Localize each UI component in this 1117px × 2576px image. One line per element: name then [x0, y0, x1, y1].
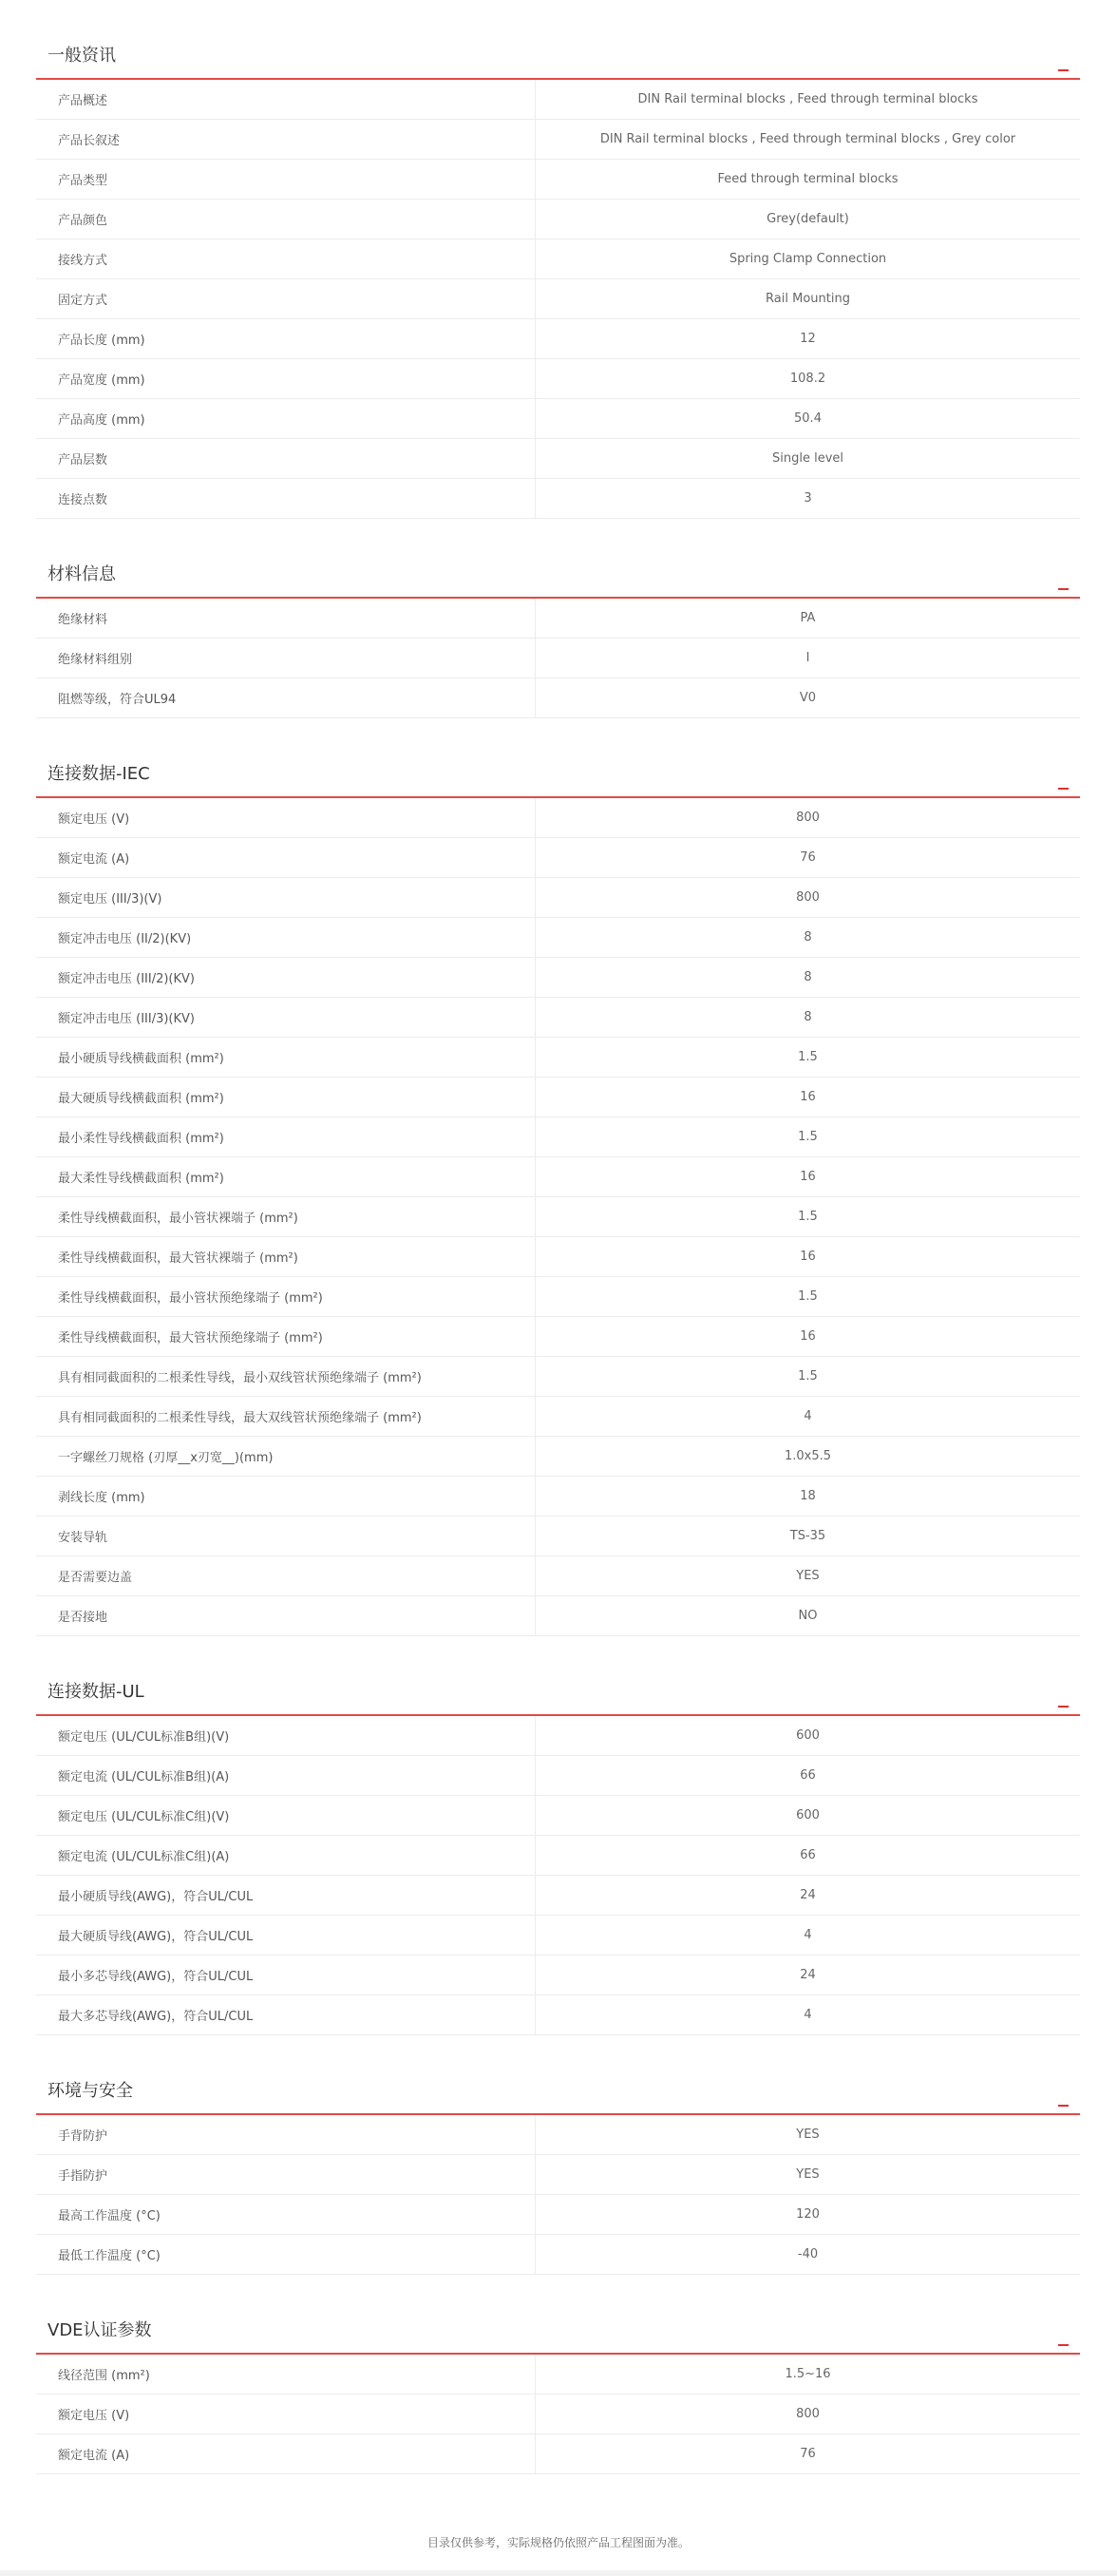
spec-value: -40 [797, 2247, 819, 2261]
spec-label: 线径范围 (mm²) [36, 2355, 536, 2394]
table-row [36, 1277, 1080, 1317]
spec-value: V0 [799, 691, 817, 705]
table-row [36, 2115, 1080, 2155]
table-row [36, 1477, 1080, 1517]
spec-value: 16 [800, 1090, 816, 1104]
table-row [36, 1916, 1080, 1956]
table-row [36, 1956, 1080, 1995]
table-row [36, 479, 1080, 519]
spec-label: 产品长叙述 [36, 120, 536, 159]
spec-value: 1.5 [798, 1289, 818, 1304]
spec-label: 额定冲击电压 (II/2)(KV) [36, 918, 536, 957]
spec-value: 4 [804, 2008, 812, 2022]
table-row [36, 1556, 1080, 1596]
spec-label: 柔性导线横截面积，最小管状预绝缘端子 (mm²) [36, 1277, 536, 1316]
minus-icon[interactable] [1058, 588, 1069, 590]
table-row [36, 639, 1080, 678]
spec-label: 是否接地 [36, 1596, 536, 1635]
spec-value: DIN Rail terminal blocks , Feed through terminal blocks , Grey color [599, 132, 1016, 146]
spec-value: 16 [800, 1170, 816, 1184]
spec-value: DIN Rail terminal blocks , Feed through terminal blocks [637, 92, 978, 106]
spec-value: 76 [800, 2447, 816, 2461]
spec-label: 最高工作温度 (°C) [36, 2195, 536, 2234]
minus-icon[interactable] [1058, 2105, 1069, 2107]
section-title: 一般资讯 [47, 46, 116, 66]
spec-label: 最小硬质导线横截面积 (mm²) [36, 1038, 536, 1077]
table-row [36, 1756, 1080, 1796]
spec-label: 额定电流 (A) [36, 838, 536, 877]
spec-value: 600 [796, 1728, 820, 1743]
spec-label: 最大硬质导线(AWG)，符合UL/CUL [36, 1916, 536, 1955]
spec-value: 66 [800, 1768, 816, 1783]
table-row [36, 120, 1080, 160]
spec-value: 4 [804, 1409, 812, 1423]
spec-label: 产品概述 [36, 80, 536, 119]
table-row [36, 1237, 1080, 1277]
spec-value: 800 [796, 2407, 820, 2421]
spec-label: 最大柔性导线横截面积 (mm²) [36, 1157, 536, 1196]
spec-value: YES [796, 1569, 820, 1583]
spec-value: 12 [800, 332, 816, 346]
spec-value: 16 [800, 1329, 816, 1344]
spec-value: NO [798, 1609, 818, 1623]
section-title: 连接数据-UL [47, 1682, 144, 1702]
spec-value: 800 [796, 811, 820, 825]
spec-value: TS-35 [789, 1529, 826, 1543]
spec-value: 76 [800, 850, 816, 865]
spec-label: 手背防护 [36, 2115, 536, 2154]
spec-value: 1.5 [798, 1130, 818, 1144]
spec-label: 最低工作温度 (°C) [36, 2235, 536, 2274]
spec-label: 绝缘材料 [36, 599, 536, 638]
table-row [36, 1437, 1080, 1477]
spec-label: 柔性导线横截面积，最小管状裸端子 (mm²) [36, 1197, 536, 1236]
spec-value: YES [796, 2128, 820, 2142]
spec-label: 额定电压 (V) [36, 2395, 536, 2433]
table-row [36, 160, 1080, 200]
minus-icon[interactable] [1058, 788, 1069, 790]
spec-value: 800 [796, 890, 820, 905]
spec-label: 额定冲击电压 (III/2)(KV) [36, 958, 536, 997]
spec-label: 产品长度 (mm) [36, 319, 536, 358]
table-row [36, 2195, 1080, 2235]
spec-value: I [805, 651, 810, 665]
spec-label: 最大硬质导线横截面积 (mm²) [36, 1078, 536, 1116]
table-row [36, 1995, 1080, 2035]
spec-label: 固定方式 [36, 279, 536, 318]
table-row [36, 838, 1080, 878]
section-title: 连接数据-IEC [47, 764, 150, 784]
spec-label: 连接点数 [36, 479, 536, 518]
table-row [36, 80, 1080, 120]
table-row [36, 1517, 1080, 1556]
spec-value: 18 [800, 1489, 816, 1503]
spec-label: 额定电压 (V) [36, 798, 536, 837]
spec-section [36, 1636, 1080, 2035]
spec-value: 24 [800, 1888, 816, 1902]
spec-label: 额定电流 (UL/CUL标准B组)(A) [36, 1756, 536, 1795]
spec-value: 600 [796, 1808, 820, 1822]
spec-label: 一字螺丝刀规格 (刃厚__x刃宽__)(mm) [36, 1437, 536, 1476]
spec-label: 最小多芯导线(AWG)，符合UL/CUL [36, 1956, 536, 1994]
spec-label: 阻燃等级，符合UL94 [36, 678, 536, 717]
table-row [36, 878, 1080, 918]
table-row [36, 1197, 1080, 1237]
table-row [36, 2395, 1080, 2434]
spec-section [36, 2035, 1080, 2275]
spec-label: 产品层数 [36, 439, 536, 478]
spec-label: 剥线长度 (mm) [36, 1477, 536, 1516]
spec-label: 具有相同截面积的二根柔性导线，最小双线管状预绝缘端子 (mm²) [36, 1357, 536, 1396]
section-title: 材料信息 [47, 564, 116, 584]
spec-value: 50.4 [794, 411, 822, 426]
section-title: 环境与安全 [47, 2081, 133, 2101]
spec-value: Spring Clamp Connection [729, 252, 887, 266]
spec-label: 额定电压 (UL/CUL标准B组)(V) [36, 1716, 536, 1755]
section-header[interactable] [36, 2275, 1080, 2355]
spec-value: 4 [804, 1928, 812, 1942]
spec-value: 8 [804, 970, 812, 984]
spec-label: 额定电流 (UL/CUL标准C组)(A) [36, 1836, 536, 1875]
spec-section [36, 519, 1080, 718]
spec-label: 额定冲击电压 (III/3)(KV) [36, 998, 536, 1037]
spec-value: 66 [800, 1848, 816, 1862]
table-row [36, 1157, 1080, 1197]
spec-section [36, 0, 1080, 519]
spec-value: 24 [800, 1968, 816, 1982]
minus-icon[interactable] [1058, 1706, 1069, 1708]
table-row [36, 599, 1080, 639]
spec-label: 绝缘材料组别 [36, 639, 536, 677]
spec-label: 产品高度 (mm) [36, 399, 536, 438]
spec-value: PA [800, 611, 816, 625]
minus-icon[interactable] [1058, 2344, 1069, 2346]
minus-icon[interactable] [1058, 69, 1069, 71]
section-header[interactable] [36, 0, 1080, 80]
spec-value: 120 [796, 2207, 820, 2222]
table-row [36, 279, 1080, 319]
disclaimer-note: 目录仅供参考，实际规格仍依照产品工程图面为准。 [426, 2536, 690, 2549]
spec-label: 最小硬质导线(AWG)，符合UL/CUL [36, 1876, 536, 1915]
table-row [36, 918, 1080, 958]
table-row [36, 439, 1080, 479]
table-row [36, 998, 1080, 1038]
page-bottom-bar [0, 2570, 1117, 2576]
table-row [36, 1716, 1080, 1756]
spec-label: 额定电压 (UL/CUL标准C组)(V) [36, 1796, 536, 1835]
spec-section [36, 2275, 1080, 2474]
spec-label: 接线方式 [36, 239, 536, 278]
section-header[interactable] [36, 2035, 1080, 2115]
table-row [36, 319, 1080, 359]
spec-label: 柔性导线横截面积，最大管状预绝缘端子 (mm²) [36, 1317, 536, 1356]
spec-label: 安装导轨 [36, 1517, 536, 1555]
table-row [36, 2355, 1080, 2395]
table-row [36, 239, 1080, 279]
table-row [36, 1038, 1080, 1078]
table-row [36, 399, 1080, 439]
table-row [36, 2434, 1080, 2474]
table-row [36, 2235, 1080, 2275]
section-header[interactable] [36, 1636, 1080, 1716]
spec-label: 柔性导线横截面积，最大管状裸端子 (mm²) [36, 1237, 536, 1276]
spec-value: 1.5 [798, 1369, 818, 1383]
spec-value: 8 [804, 930, 812, 945]
spec-label: 是否需要边盖 [36, 1556, 536, 1595]
table-row [36, 359, 1080, 399]
table-row [36, 798, 1080, 838]
spec-value: 1.5~16 [785, 2367, 831, 2381]
table-row [36, 1836, 1080, 1876]
table-row [36, 200, 1080, 239]
spec-value: 1.0x5.5 [784, 1449, 832, 1463]
table-row [36, 1357, 1080, 1397]
table-row [36, 1078, 1080, 1117]
spec-value: Feed through terminal blocks [717, 172, 899, 186]
spec-value: 3 [804, 491, 812, 506]
table-row [36, 2155, 1080, 2195]
section-title: VDE认证参数 [47, 2320, 152, 2340]
section-header[interactable] [36, 718, 1080, 798]
spec-label: 最大多芯导线(AWG)，符合UL/CUL [36, 1995, 536, 2034]
spec-value: YES [796, 2167, 820, 2182]
spec-label: 最小柔性导线横截面积 (mm²) [36, 1117, 536, 1156]
spec-label: 产品宽度 (mm) [36, 359, 536, 398]
spec-label: 产品类型 [36, 160, 536, 199]
table-row [36, 1397, 1080, 1437]
spec-value: Rail Mounting [766, 292, 850, 306]
table-row [36, 1317, 1080, 1357]
table-row [36, 1876, 1080, 1916]
spec-label: 额定电压 (III/3)(V) [36, 878, 536, 917]
spec-label: 额定电流 (A) [36, 2434, 536, 2473]
spec-value: 1.5 [798, 1050, 818, 1064]
spec-value: 1.5 [798, 1210, 818, 1224]
table-row [36, 678, 1080, 718]
table-row [36, 1596, 1080, 1636]
section-header[interactable] [36, 519, 1080, 599]
spec-value: Grey(default) [767, 212, 849, 226]
spec-label: 产品颜色 [36, 200, 536, 239]
table-row [36, 1796, 1080, 1836]
spec-value: 16 [800, 1250, 816, 1264]
spec-section [36, 718, 1080, 1636]
table-row [36, 1117, 1080, 1157]
spec-label: 具有相同截面积的二根柔性导线，最大双线管状预绝缘端子 (mm²) [36, 1397, 536, 1436]
spec-value: Single level [771, 451, 843, 466]
spec-value: 108.2 [789, 372, 826, 386]
spec-value: 8 [804, 1010, 812, 1024]
spec-label: 手指防护 [36, 2155, 536, 2194]
spec-sheet [36, 0, 1080, 2474]
table-row [36, 958, 1080, 998]
